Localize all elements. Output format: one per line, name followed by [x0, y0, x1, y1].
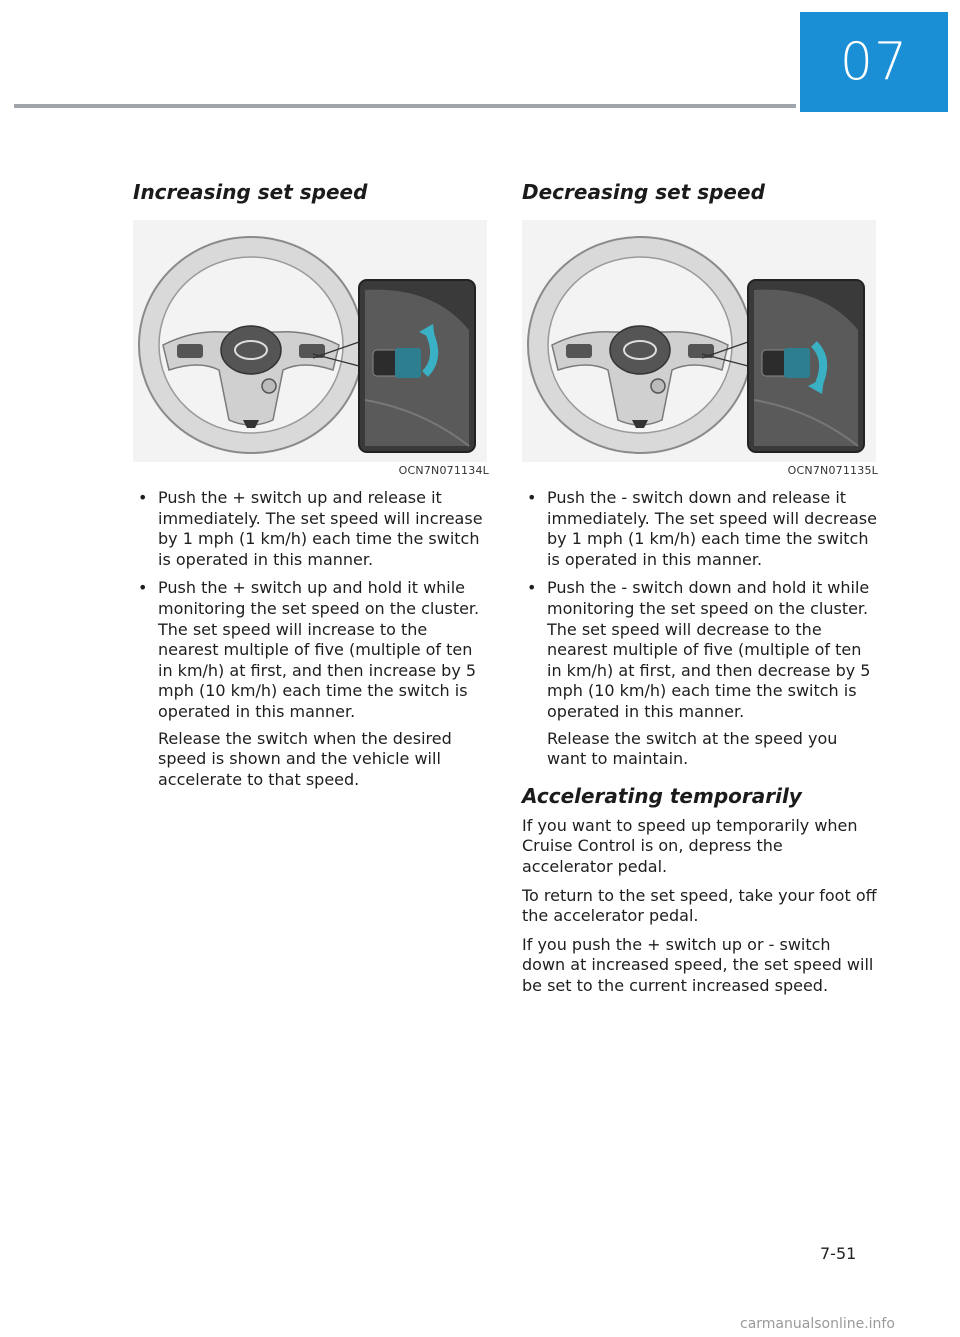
bullet-note: Release the switch when the desired speed is shown and the vehicle will accelerate to that speed.: [158, 728, 452, 789]
bullet-icon: •: [138, 488, 148, 507]
list-item: [522, 488, 878, 570]
bullet-list: [133, 488, 489, 790]
steering-wheel-illustration: [522, 220, 876, 462]
switch-detail-inset: [748, 280, 864, 452]
bullet-text: Push the - switch down and release it immediately. The set speed will decrease by 1 mph (1 km/h) each time the switch is operated in this manner.: [547, 488, 877, 569]
decreasing-set-speed-heading: Decreasing set speed: [522, 180, 765, 204]
steering-wheel-icon: [528, 237, 752, 453]
watermark[interactable]: carmanualsonline.info: [740, 1316, 895, 1332]
bullet-text: Push the + switch up and hold it while monitoring the set speed on the cluster. The set speed will increase to the nearest multiple of five (multiple of ten in km/h) at first, and then increase by 5 mph (10 km/h) each time the switch is operated in this manner.: [158, 578, 480, 721]
paragraph: If you push the + switch up or - switch down at increased speed, the set speed will be set to the current increased speed.: [522, 934, 874, 995]
bullet-note: Release the switch at the speed you want to maintain.: [547, 728, 838, 769]
figure-code: OCN7N071134L: [398, 464, 489, 477]
steering-wheel-figure-increase: [133, 220, 487, 462]
accelerating-temporarily-heading: Accelerating temporarily: [522, 783, 802, 808]
bullet-icon: •: [527, 488, 537, 507]
bullet-text: Push the + switch up and release it immediately. The set speed will increase by 1 mph (1 km/h) each time the switch is operated in this manner.: [158, 488, 483, 569]
list-item: [133, 488, 489, 570]
steering-wheel-illustration: [133, 220, 487, 462]
paragraph: To return to the set speed, take your foot off the accelerator pedal.: [522, 885, 877, 926]
bullet-text: Push the - switch down and hold it while monitoring the set speed on the cluster. The set speed will decrease to the nearest multiple of five (multiple of ten in km/h) at first, and then decrease by 5 mph (10 km/h) each time the switch is operated in this manner.: [547, 578, 871, 721]
switch-detail-inset: [359, 280, 475, 452]
steering-wheel-figure-decrease: [522, 220, 876, 462]
right-column: [522, 178, 878, 1004]
increasing-set-speed-heading: Increasing set speed: [133, 180, 368, 204]
left-column: [133, 178, 489, 798]
steering-wheel-icon: [139, 237, 363, 453]
paragraph: If you want to speed up temporarily when Cruise Control is on, depress the accelerator pedal.: [522, 815, 858, 876]
chapter-tab: 07: [800, 12, 948, 112]
list-item: [133, 578, 489, 790]
bullet-icon: •: [138, 578, 148, 598]
bullet-icon: •: [527, 578, 537, 598]
header-rule: [14, 104, 796, 108]
figure-code: OCN7N071135L: [787, 464, 878, 477]
list-item: [522, 578, 878, 769]
page-number: 7-51: [820, 1244, 857, 1263]
bullet-list: [522, 488, 878, 770]
